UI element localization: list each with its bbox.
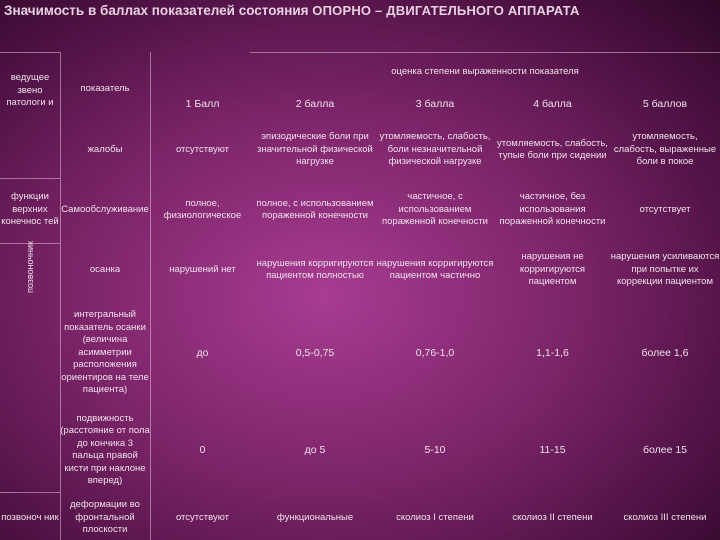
grid-line [0, 52, 60, 53]
score-cell: утомляемость, слабость, тупые боли при сидении [497, 137, 608, 161]
group-spine-vertical: позвоночник [25, 241, 35, 293]
score-cell: нарушения усиливаются при попытке их коррекции пациентом [610, 251, 720, 288]
title-part-1: Значимость в баллах показателей состояния [4, 3, 309, 18]
score-cell: сколиоз II степени [512, 511, 593, 523]
score-cell: полное, физиологическое [163, 197, 242, 221]
indicator-posture: осанка [89, 263, 121, 275]
grid-line [0, 492, 60, 493]
header-score: 1 Балл [185, 97, 220, 110]
score-cell: частичное, с использованием пораженной конечности [381, 191, 488, 228]
score-cell: 0,5-0,75 [295, 346, 335, 359]
indicator-frontal-deformity: деформации во фронтальной плоскости [70, 499, 140, 536]
score-cell: более 15 [642, 443, 688, 456]
score-cell: 11-15 [539, 443, 566, 456]
indicator-integral-posture: интегральный показатель осанки (величина асимметрии расположения ориентиров на теле пациента) [61, 309, 149, 396]
score-cell: полное, с использованием пораженной конечности [256, 197, 374, 221]
group-limbs: функции верхних конечнос тей [1, 191, 59, 228]
score-cell: нарушения корригируются пациентом полностью [256, 257, 374, 281]
score-cell: утомляемость, слабость, боли незначительной физической нагрузке [379, 131, 491, 168]
score-cell: отсутствует [639, 203, 691, 215]
score-cell: функциональные [276, 511, 354, 523]
header-score: 2 балла [295, 97, 335, 110]
score-cell: до 5 [304, 443, 326, 456]
score-cell: нарушения корригируются пациентом частично [376, 257, 494, 281]
score-cell: нарушений нет [169, 263, 236, 275]
score-cell: эпизодические боли при значительной физической нагрузке [257, 131, 373, 168]
score-cell: сколиоз III степени [623, 511, 707, 523]
score-cell: 0 [199, 443, 206, 456]
group-spine: позвоноч ник [1, 511, 59, 523]
header-score: 5 баллов [642, 97, 688, 110]
indicator-mobility: подвижность (расстояние от пола до кончика 3 пальца правой кисти при наклоне вперед) [60, 412, 150, 486]
header-score: 3 балла [415, 97, 455, 110]
score-cell: отсутствуют [175, 143, 230, 155]
score-cell: 5-10 [424, 443, 446, 456]
indicator-self-care: Самообслуживание [61, 203, 149, 215]
score-cell: частичное, без использования пораженной конечности [499, 191, 606, 228]
title-part-2: ОПОРНО – ДВИГАТЕЛЬНОГО АППАРАТА [312, 3, 580, 18]
header-indicator: показатель [80, 82, 130, 94]
header-score: 4 балла [533, 97, 572, 110]
score-cell: до [196, 346, 209, 359]
score-cell: 1,1-1,6 [536, 346, 569, 359]
page-title [4, 3, 716, 18]
score-cell: 0,76-1,0 [415, 346, 455, 359]
grid-line [250, 52, 720, 53]
score-cell: сколиоз I степени [396, 511, 474, 523]
score-cell: утомляемость, слабость, выраженные боли в покое [613, 131, 717, 168]
header-span: оценка степени выраженности показателя [391, 65, 579, 77]
score-cell: нарушения не корригируются пациентом [519, 251, 586, 288]
score-cell: более 1,6 [641, 346, 689, 359]
indicator-complaints: жалобы [87, 143, 123, 155]
score-cell: отсутствуют [175, 511, 230, 523]
header-lead-link: ведущее звено патологи и [6, 72, 54, 109]
